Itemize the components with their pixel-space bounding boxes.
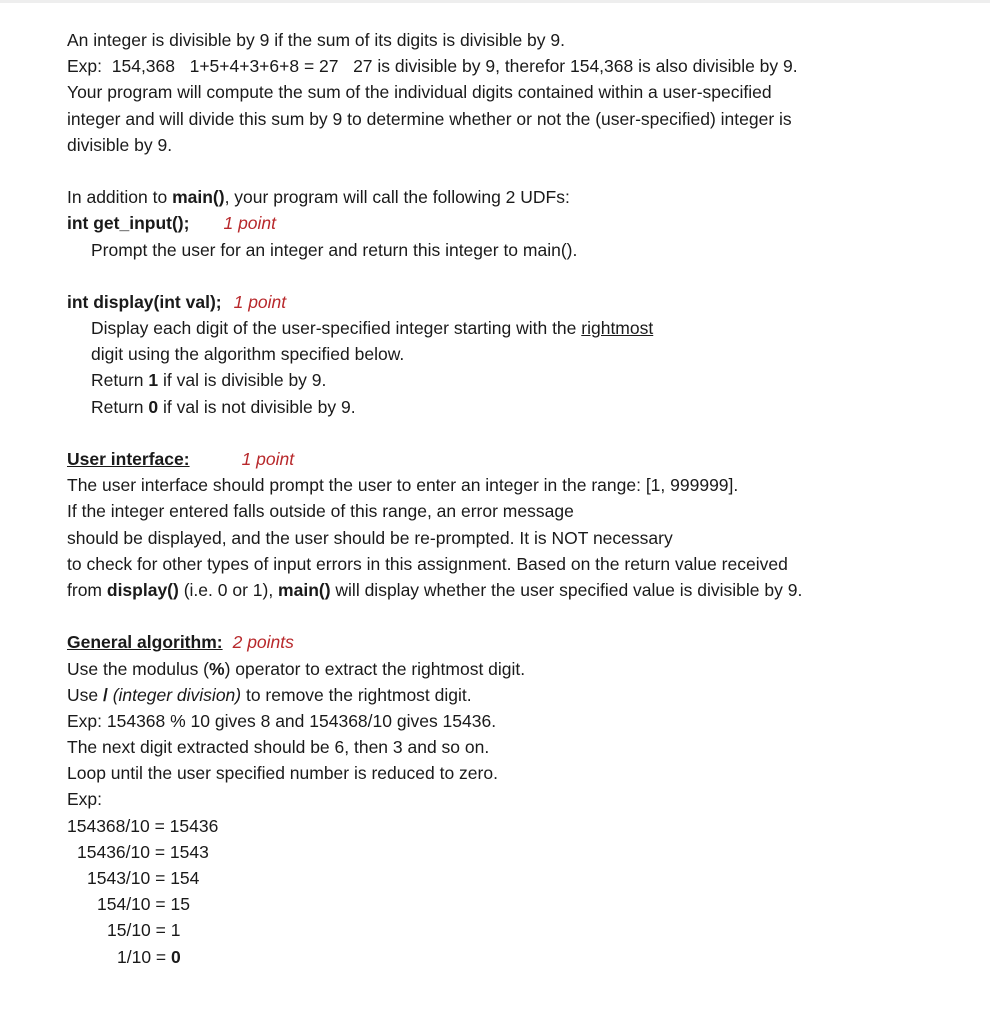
return-1-post: if val is divisible by 9. <box>158 370 327 391</box>
display-description-2: digit using the algorithm specified below. <box>91 344 405 365</box>
get-input-points: 1 point <box>223 213 277 234</box>
get-input-description: Prompt the user for an integer and return this integer to main(). <box>91 239 578 260</box>
algorithm-line-1-pre: Use the modulus ( <box>67 658 210 679</box>
algorithm-line-1-post: ) operator to extract the rightmost digit. <box>224 658 526 679</box>
return-1-pre: Return <box>91 370 149 391</box>
algorithm-points: 2 points <box>232 632 294 653</box>
algorithm-line-3: Exp: 154368 % 10 gives 8 and 154368/10 gives 15436. <box>67 710 497 731</box>
user-interface-heading-line <box>67 446 967 472</box>
intro-line-1: An integer is divisible by 9 if the sum of its digits is divisible by 9. <box>67 30 565 50</box>
ui-line-5 <box>67 577 967 603</box>
example-step: 15436/10 = 1543 <box>77 841 209 862</box>
display-description-1 <box>67 315 967 341</box>
example-label: Exp: <box>67 789 103 810</box>
intro-line-5: divisible by 9. <box>67 134 173 155</box>
return-1-line <box>67 367 967 393</box>
ui-line-5-mid: (i.e. 0 or 1), <box>178 579 279 600</box>
rightmost-underlined: rightmost <box>581 318 654 339</box>
intro-line-2: Exp: 154,368 1+5+4+3+6+8 = 27 27 is divisible by 9, therefor 154,368 is also divisible by 9. <box>67 56 798 77</box>
algorithm-line-2 <box>67 682 967 708</box>
display-description-text: Display each digit of the user-specified integer starting with the <box>91 318 582 339</box>
algorithm-line-5: Loop until the user specified number is reduced to zero. <box>67 763 498 784</box>
algorithm-line-1 <box>67 656 967 682</box>
algorithm-heading: General algorithm: <box>67 632 223 653</box>
display-signature: int display(int val); <box>67 291 222 312</box>
ui-line-5-post: will display whether the user specified value is divisible by 9. <box>330 579 803 600</box>
get-input-signature: int get_input(); <box>67 213 190 234</box>
display-signature-line <box>67 289 967 315</box>
integer-division-note: (integer division) <box>107 684 242 705</box>
ui-line-2: If the integer entered falls outside of this range, an error message <box>67 501 574 522</box>
intro-line-3: Your program will compute the sum of the individual digits contained within a user-specified <box>67 82 772 103</box>
final-step-expression: 1/10 = <box>117 946 172 967</box>
algorithm-heading-line <box>67 629 967 655</box>
return-1-value: 1 <box>148 370 159 391</box>
return-0-value: 0 <box>148 396 159 417</box>
document-page <box>67 27 967 970</box>
return-0-post: if val is not divisible by 9. <box>158 396 356 417</box>
get-input-signature-line <box>67 210 967 236</box>
algorithm-line-2-pre: Use <box>67 684 103 705</box>
display-function-ref: display() <box>106 579 179 600</box>
algorithm-line-4: The next digit extracted should be 6, then 3 and so on. <box>67 737 490 758</box>
user-interface-heading: User interface: <box>67 449 190 469</box>
algorithm-line-2-post: to remove the rightmost digit. <box>241 684 472 705</box>
udfs-intro <box>67 184 967 210</box>
modulus-operator: % <box>209 658 225 679</box>
main-function-ref-2: main() <box>278 579 331 600</box>
example-step: 15/10 = 1 <box>107 920 181 941</box>
ui-line-4: to check for other types of input errors in this assignment. Based on the return value received <box>67 553 788 574</box>
ui-line-3: should be displayed, and the user should be re-prompted. It is NOT necessary <box>67 527 673 548</box>
top-border <box>0 0 990 3</box>
example-step: 154/10 = 15 <box>97 894 190 915</box>
main-function-ref: main() <box>172 187 225 208</box>
return-0-pre: Return <box>91 396 149 417</box>
example-step-final <box>67 944 967 970</box>
udfs-intro-text-end: , your program will call the following 2 UDFs: <box>224 187 570 208</box>
division-operator: / <box>102 684 108 705</box>
ui-line-5-pre: from <box>67 579 107 600</box>
return-0-line <box>67 394 967 420</box>
user-interface-points: 1 point <box>241 449 295 469</box>
display-points: 1 point <box>233 291 287 312</box>
intro-line-4: integer and will divide this sum by 9 to determine whether or not the (user-specified) integer is <box>67 108 792 129</box>
final-step-zero: 0 <box>171 946 181 967</box>
ui-line-1: The user interface should prompt the user to enter an integer in the range: [1, 999999]. <box>67 475 739 496</box>
example-step: 1543/10 = 154 <box>87 868 200 888</box>
example-step: 154368/10 = 15436 <box>67 815 219 836</box>
udfs-intro-text: In addition to <box>67 187 173 208</box>
